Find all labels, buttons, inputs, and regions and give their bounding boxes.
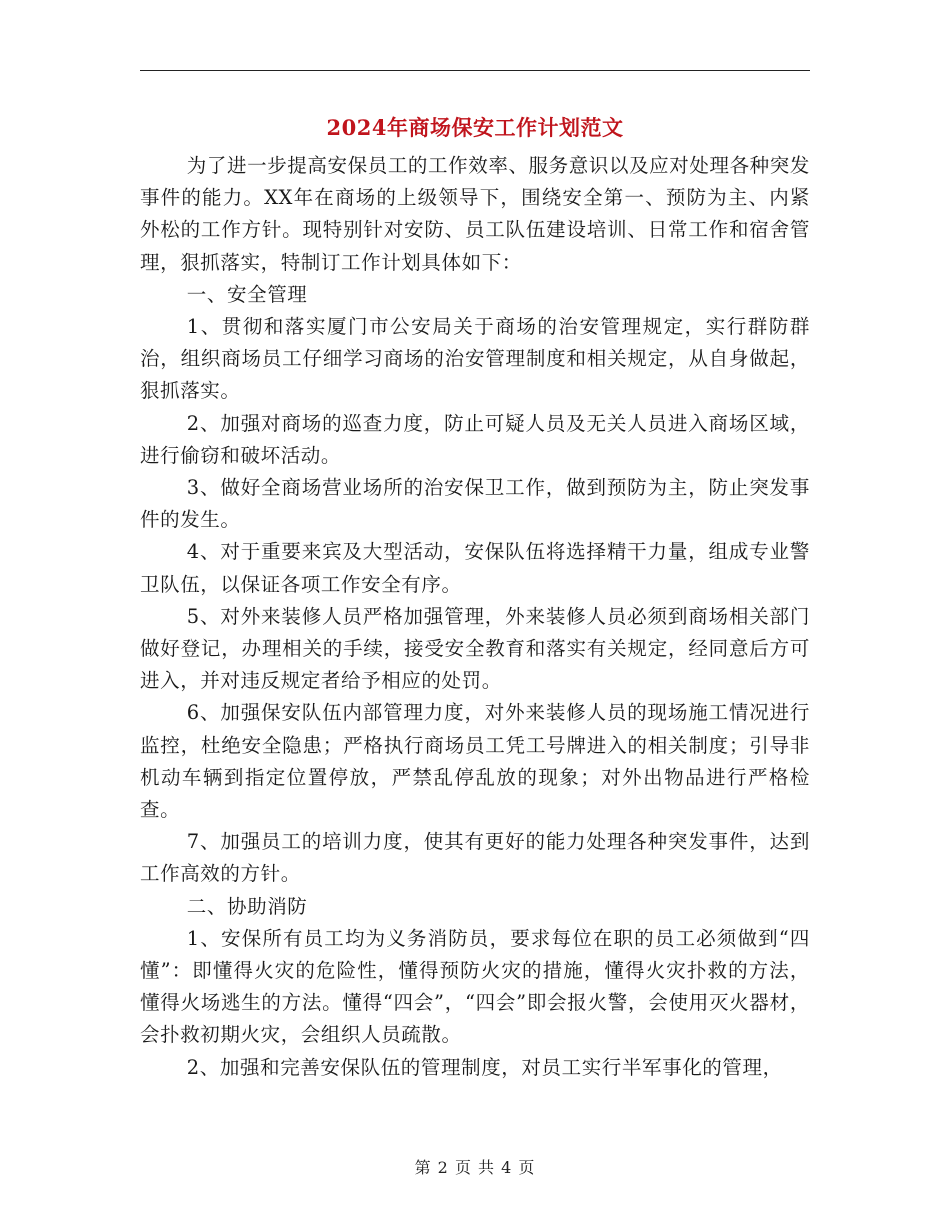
- paragraph-fire-1: 1、安保所有员工均为义务消防员，要求每位在职的员工必须做到“四懂”：即懂得火灾的危险性，懂得预防火灾的措施，懂得火灾扑救的方法，懂得火场逃生的方法。懂得“四会”，“四会”即会报火警，会使用灭火器材，会扑救初期火灾，会组织人员疏散。: [140, 926, 810, 1047]
- document-body: [140, 150, 810, 1084]
- paragraph-security-6: 6、加强保安队伍内部管理力度，对外来装修人员的现场施工情况进行监控，杜绝安全隐患；严格执行商场员工凭工号牌进入的相关制度；引导非机动车辆到指定位置停放，严禁乱停乱放的现象；对外出物品进行严格检查。: [140, 701, 810, 822]
- document-title: 2024年商场保安工作计划范文: [326, 115, 624, 140]
- page-footer: 第 2 页 共 4 页: [414, 1158, 536, 1177]
- paragraph-fire-2: 2、加强和完善安保队伍的管理制度，对员工实行半军事化的管理，: [186, 1055, 783, 1079]
- section-heading-security: 一、安全管理: [186, 282, 308, 306]
- paragraph-security-2: 2、加强对商场的巡查力度，防止可疑人员及无关人员进入商场区域，进行偷窃和破坏活动。: [140, 411, 810, 467]
- paragraph-security-1: 1、贯彻和落实厦门市公安局关于商场的治安管理规定，实行群防群治，组织商场员工仔细学习商场的治安管理制度和相关规定，从自身做起，狠抓落实。: [140, 315, 810, 403]
- header-rule: [140, 70, 810, 71]
- intro-paragraph: 为了进一步提高安保员工的工作效率、服务意识以及应对处理各种突发事件的能力。XX年在商场的上级领导下，围绕安全第一、预防为主、内紧外松的工作方针。现特别针对安防、员工队伍建设培训、日常工作和宿舍管理，狠抓落实，特制订工作计划具体如下：: [140, 154, 810, 274]
- paragraph-security-5: 5、对外来装修人员严格加强管理，外来装修人员必须到商场相关部门做好登记，办理相关的手续，接受安全教育和落实有关规定，经同意后方可进入，并对违反规定者给予相应的处罚。: [140, 604, 810, 693]
- paragraph-security-3: 3、做好全商场营业场所的治安保卫工作，做到预防为主，防止突发事件的发生。: [140, 476, 810, 532]
- paragraph-security-7: 7、加强员工的培训力度，使其有更好的能力处理各种突发事件，达到工作高效的方针。: [140, 830, 810, 886]
- paragraph-security-4: 4、对于重要来宾及大型活动，安保队伍将选择精干力量，组成专业警卫队伍，以保证各项工作安全有序。: [140, 540, 810, 596]
- section-heading-fire: 二、协助消防: [186, 894, 308, 918]
